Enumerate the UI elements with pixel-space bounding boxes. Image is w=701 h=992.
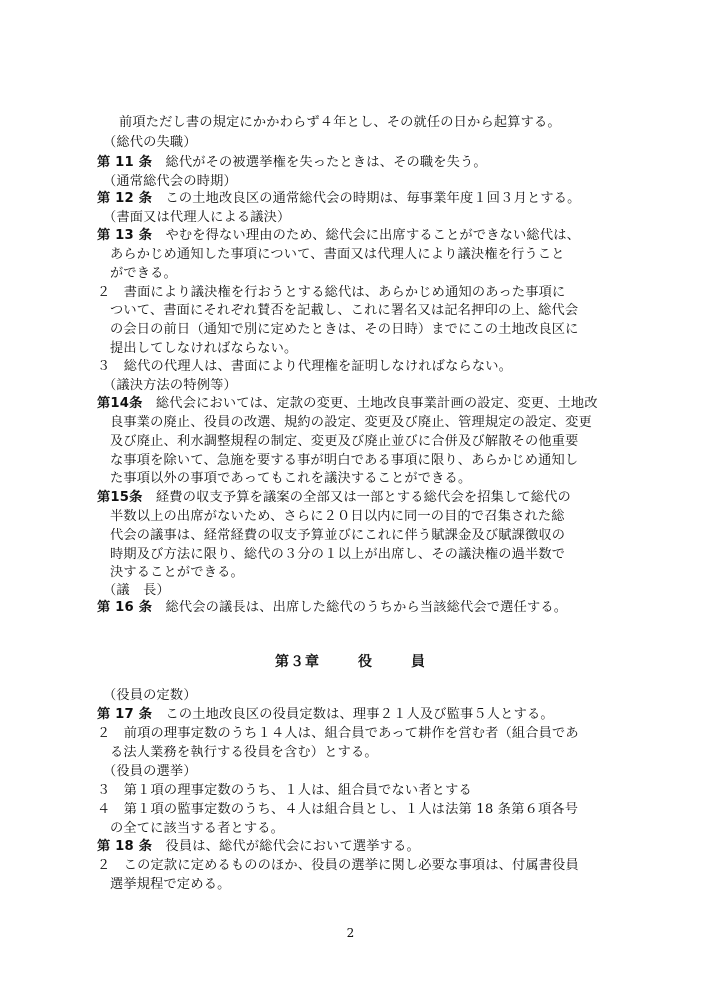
caption: （総代の失職） [103,135,197,150]
text-line: の全てに該当する者とする。 [110,821,285,836]
paragraph: ２ 前項の理事定数のうち１４人は、組合員であって耕作を営む者（組合員であ [97,726,579,741]
caption: （役員の選挙） [103,764,197,779]
text-line: 代会の議事は、経常経費の収支予算並びにこれに伴う賦課金及び賦課徴収の [110,528,566,543]
text-line: 選挙規程で定める。 [110,877,231,892]
text-line: の会日の前日（通知で別に定めたときは、その日時）までにこの土地改良区に [110,322,579,337]
article-16 [97,598,567,618]
text-line: る法人業務を執行する役員を含む）とする。 [110,745,378,760]
article-number: 第 12 条 [97,191,153,206]
text-line: 及び廃止、利水調整規程の制定、変更及び廃止並びに合併及び解散その他重要 [110,434,579,449]
paragraph: ２ この定款に定めるもののほか、役員の選挙に関し必要な事項は、付属書役員 [97,858,579,873]
chapter-title-char: 役 [358,654,373,670]
article-11 [97,153,487,173]
caption: （議決方法の特例等） [103,378,237,393]
article-text: この土地改良区の役員定数は、理事２１人及び監事５人とする。 [165,707,554,722]
paragraph: ３ 第１項の理事定数のうち、１人は、組合員でない者とする [97,783,472,798]
article-text: 経費の収支予算を議案の全部又は一部とする総代会を招集して総代の [155,490,571,505]
text-line: た事項以外の事項であってもこれを議決することができる。 [110,471,472,486]
text-line: 前項ただし書の規定にかかわらず４年とし、その就任の日から起算する。 [119,115,561,130]
text-line: あらかじめ通知した事項について、書面又は代理人により議決権を行うこと [110,247,565,262]
article-number: 第 16 条 [97,600,153,615]
paragraph: ２ 書面により議決権を行おうとする総代は、あらかじめ通知のあった事項に [97,285,566,300]
text-line: 半数以上の出席がないため、さらに２０日以内に同一の目的で召集された総 [110,509,565,524]
chapter-number: 第３章 [275,654,320,670]
article-text: 役員は、総代が総代会において選挙する。 [165,839,420,854]
article-text: 総代会の議長は、出席した総代のうちから当該総代会で選任する。 [165,600,568,615]
caption: （通常総代会の時期） [103,174,237,189]
article-13 [97,226,580,246]
text-line: な事項を除いて、急施を要する事が明白である事項に限り、あらかじめ通知し [110,453,579,468]
text-line: ができる。 [110,266,177,281]
article-14 [97,394,598,414]
text-line: 時期及び方法に限り、総代の３分の１以上が出席し、その議決権の過半数で [110,547,566,562]
page-number: 2 [346,926,355,940]
article-number: 第 17 条 [97,707,153,722]
article-text: 総代がその被選挙権を失ったときは、その職を失う。 [165,155,487,170]
article-17 [97,705,554,725]
article-18 [97,837,420,857]
article-12 [97,189,581,209]
article-text: 総代会においては、定款の変更、土地改良事業計画の設定、変更、土地改 [155,396,598,411]
caption: （議 長） [103,583,170,598]
text-line: 良事業の廃止、役員の改選、規約の設定、変更及び廃止、管理規定の設定、変更 [110,415,592,430]
paragraph: ３ 総代の代理人は、書面により代理権を証明しなければならない。 [97,359,513,374]
article-number: 第 18 条 [97,839,153,854]
chapter-title-char: 員 [411,654,426,670]
paragraph: ４ 第１項の監事定数のうち、４人は組合員とし、１人は法第 18 条第６項各号 [97,802,579,817]
text-line: ついて、書面にそれぞれ賛否を記載し、これに署名又は記名押印の上、総代会 [110,303,579,318]
article-text: やむを得ない理由のため、総代会に出席することができない総代は、 [165,228,580,243]
caption: （書面又は代理人による議決） [103,210,291,225]
article-number: 第14条 [97,396,143,411]
article-number: 第 13 条 [97,228,153,243]
caption: （役員の定数） [103,688,197,703]
chapter-heading [0,651,701,671]
article-number: 第 11 条 [97,155,153,170]
article-15 [97,488,571,508]
text-line: 決することができる。 [110,565,244,580]
article-number: 第15条 [97,490,143,505]
text-line: 提出してしなければならない。 [110,341,298,356]
article-text: この土地改良区の通常総代会の時期は、毎事業年度１回３月とする。 [165,191,581,206]
